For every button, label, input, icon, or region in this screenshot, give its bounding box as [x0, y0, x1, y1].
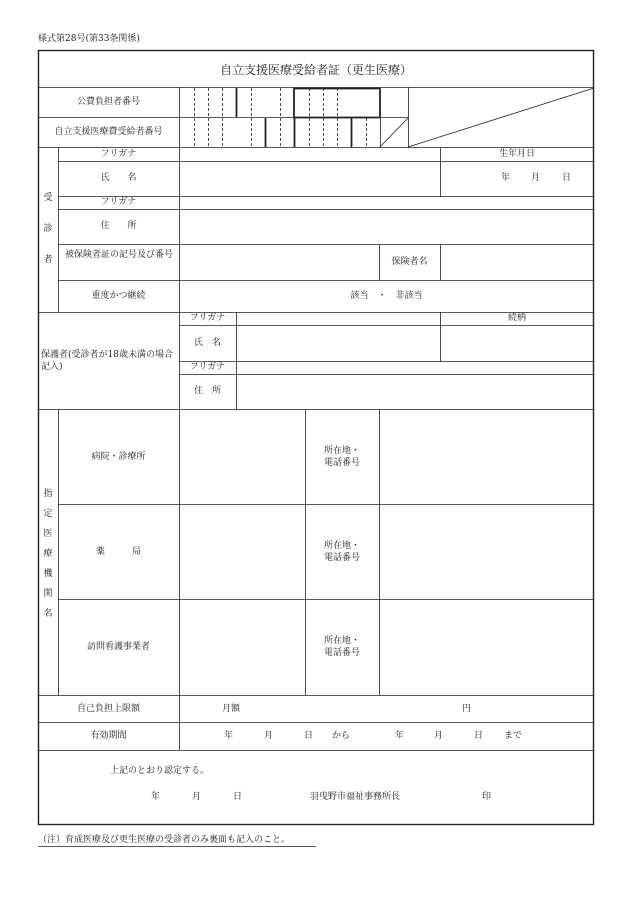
validity-from-month: 月 [264, 731, 274, 741]
patient-address-label: 住 所 [100, 221, 137, 231]
insurer-field[interactable] [441, 245, 594, 280]
guardian-furigana-label: フリガナ [189, 313, 226, 323]
patient-section-label-1: 受 [43, 193, 53, 203]
birthdate-month: 月 [531, 173, 541, 183]
insurer-label: 保険者名 [391, 257, 428, 267]
address-furigana-label: フリガナ [100, 197, 137, 207]
copay-yen-label: 円 [462, 704, 472, 714]
institution-section-label-6: 関 [43, 589, 53, 599]
form-number: 様式第28号(第33条関係) [38, 34, 140, 44]
pharmacy-name-field[interactable] [180, 505, 305, 599]
guardian-label: 保護者(受診者が18歳未満の場合記入) [41, 350, 173, 372]
certification-day: 日 [233, 792, 243, 802]
institution-section-label-7: 名 [43, 609, 53, 619]
nursing-location-label-2: 電話番号 [323, 648, 360, 658]
guardian-name-label: 氏 名 [193, 338, 221, 348]
guardian-address-label: 住 所 [193, 386, 221, 396]
certification-month: 月 [192, 792, 202, 802]
insurance-card-label: 被保険者証の記号及び番号 [64, 250, 173, 260]
hospital-location-field[interactable] [380, 410, 594, 504]
institution-section-label-1: 指 [43, 489, 53, 499]
institution-section-label-5: 機 [43, 569, 53, 579]
institution-section-label-4: 療 [43, 549, 53, 559]
birthdate-day: 日 [562, 173, 572, 183]
copay-amount-field[interactable] [250, 697, 460, 721]
guardian-name-field[interactable] [237, 326, 440, 361]
patient-name-label: 氏 名 [100, 173, 137, 183]
validity-from-text: から [332, 731, 351, 741]
guardian-address-field[interactable] [237, 375, 594, 409]
issuer-name: 羽曳野市福祉事務所長 [310, 792, 401, 802]
severe-options[interactable]: 該当 ・ 非該当 [350, 291, 423, 301]
certification-year: 年 [151, 792, 161, 802]
form-title: 自立支援医療受給者証（更生医療） [219, 63, 412, 77]
payer-number-label: 公費負担者番号 [76, 97, 140, 107]
nursing-location-label-1: 所在地・ [323, 636, 360, 646]
hospital-name-field[interactable] [180, 410, 305, 504]
validity-label: 有効期間 [90, 731, 127, 741]
pharmacy-location-label-2: 電話番号 [323, 553, 360, 563]
pharmacy-location-field[interactable] [380, 505, 594, 599]
certification-text: 上記のとおり認定する。 [110, 766, 210, 776]
validity-to-month: 月 [434, 731, 444, 741]
hospital-location-label-1: 所在地・ [323, 446, 360, 456]
institution-section-label-3: 医 [43, 529, 53, 539]
patient-section-label-3: 者 [43, 255, 53, 265]
patient-name-field[interactable] [180, 162, 440, 196]
nursing-label: 訪問看護事業者 [86, 642, 150, 652]
validity-from-day: 日 [304, 731, 314, 741]
pharmacy-label: 薬 局 [95, 547, 141, 557]
validity-from-year: 年 [224, 731, 234, 741]
recipient-number-label: 自立支援医療費受給者番号 [54, 127, 163, 137]
birthdate-label: 生年月日 [498, 149, 535, 159]
severe-label: 重度かつ継続 [91, 291, 146, 301]
copay-monthly-label: 月額 [222, 704, 241, 714]
pharmacy-location-label-1: 所在地・ [323, 541, 360, 551]
copay-label: 自己負担上限額 [76, 704, 140, 714]
hospital-label: 病院・診療所 [91, 452, 146, 462]
validity-to-year: 年 [395, 731, 405, 741]
hospital-location-label-2: 電話番号 [323, 458, 360, 468]
patient-address-field[interactable] [180, 210, 594, 244]
footnote: （注）育成医療及び更生医療の受診者のみ裏面も記入のこと。 [38, 835, 291, 845]
validity-to-day: 日 [474, 731, 484, 741]
patient-section-label-2: 診 [43, 224, 53, 234]
guardian-address-furigana-label: フリガナ [189, 362, 226, 372]
birthdate-year: 年 [501, 173, 511, 183]
insurance-card-field[interactable] [180, 245, 379, 280]
validity-until-text: まで [504, 731, 523, 741]
nursing-location-field[interactable] [380, 600, 594, 695]
patient-furigana-label: フリガナ [100, 149, 137, 159]
nursing-name-field[interactable] [180, 600, 305, 695]
seal-mark: 印 [482, 792, 492, 802]
institution-section-label-2: 定 [43, 509, 53, 519]
relationship-label: 続柄 [507, 313, 526, 323]
